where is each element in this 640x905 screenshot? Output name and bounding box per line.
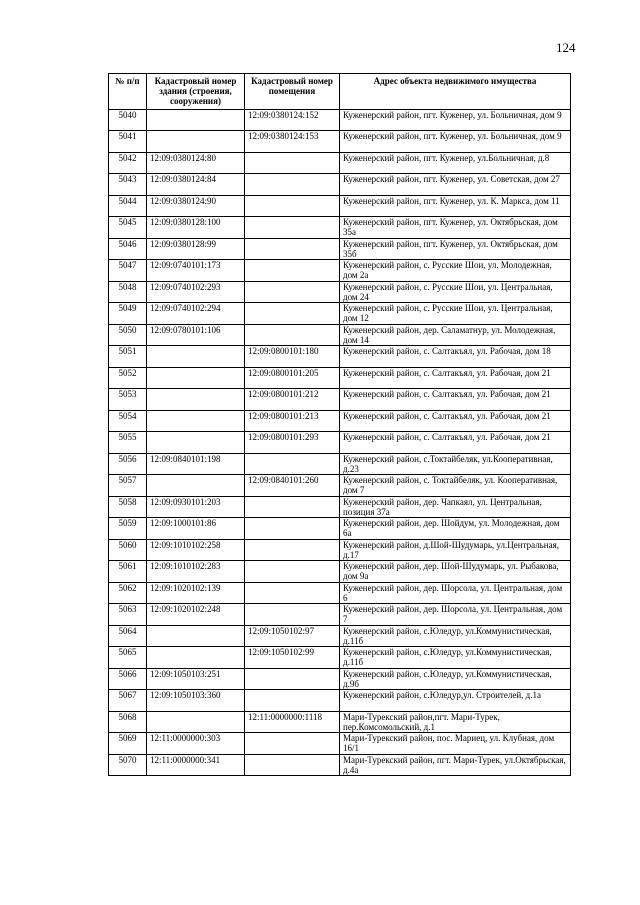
address-cell: Куженерский район, пгт. Куженер, ул. Советская, дом 27 <box>340 174 571 196</box>
room-cadastral-cell <box>245 260 340 282</box>
table-row <box>109 217 571 239</box>
building-cadastral-cell <box>147 346 245 368</box>
address-cell: Куженерский район, пгт. Куженер, ул. Октябрьская, дом 35а <box>340 217 571 239</box>
row-number-cell: 5069 <box>109 733 147 755</box>
table-row <box>109 711 571 733</box>
room-cadastral-cell <box>245 518 340 540</box>
address-cell: Куженерский район, пгт. Куженер, ул. Октябрьская, дом 35б <box>340 238 571 260</box>
room-cadastral-cell: 12:09:0380124:153 <box>245 131 340 153</box>
table-row <box>109 475 571 497</box>
table-row <box>109 582 571 604</box>
table-row <box>109 754 571 776</box>
room-cadastral-cell: 12:09:0800101:212 <box>245 389 340 411</box>
address-cell: Куженерский район, пгт. Куженер, ул. Больничная, дом 9 <box>340 131 571 153</box>
building-cadastral-cell: 12:09:1050103:360 <box>147 690 245 712</box>
row-number-cell: 5065 <box>109 647 147 669</box>
building-cadastral-cell: 12:09:1050103:251 <box>147 668 245 690</box>
room-cadastral-cell: 12:09:0800101:213 <box>245 410 340 432</box>
room-cadastral-cell <box>245 561 340 583</box>
table-row <box>109 453 571 475</box>
page-number: 124 <box>556 40 576 55</box>
room-cadastral-cell: 12:09:1050102:99 <box>245 647 340 669</box>
table-row <box>109 733 571 755</box>
row-number-cell: 5063 <box>109 604 147 626</box>
address-cell: Куженерский район, дер. Чапкаял, ул. Центральная, позиция 37а <box>340 496 571 518</box>
address-cell: Куженерский район, с. Салтакъял, ул. Рабочая, дом 21 <box>340 432 571 454</box>
table-row <box>109 109 571 131</box>
building-cadastral-cell <box>147 367 245 389</box>
address-cell: Куженерский район, с. Салтакъял, ул. Рабочая, дом 18 <box>340 346 571 368</box>
address-cell: Куженерский район, с.Юледур, ул.Коммунистическая, д.11б <box>340 625 571 647</box>
room-cadastral-cell: 12:09:0800101:205 <box>245 367 340 389</box>
address-cell: Куженерский район, дер. Шорсола, ул. Центральная, дом 7 <box>340 604 571 626</box>
building-cadastral-cell: 12:11:0000000:341 <box>147 754 245 776</box>
row-number-cell: 5070 <box>109 754 147 776</box>
row-number-cell: 5067 <box>109 690 147 712</box>
building-cadastral-cell: 12:09:1020102:248 <box>147 604 245 626</box>
building-cadastral-cell: 12:09:0930101:203 <box>147 496 245 518</box>
table-header-row <box>109 74 571 110</box>
table-row <box>109 432 571 454</box>
room-cadastral-cell <box>245 324 340 346</box>
header-num: № п/п <box>109 74 147 110</box>
header-building-cadastral: Кадастровый номер здания (строения, сооружения) <box>147 74 245 110</box>
row-number-cell: 5049 <box>109 303 147 325</box>
building-cadastral-cell <box>147 109 245 131</box>
table-row <box>109 389 571 411</box>
building-cadastral-cell: 12:09:1020102:139 <box>147 582 245 604</box>
row-number-cell: 5062 <box>109 582 147 604</box>
room-cadastral-cell <box>245 238 340 260</box>
room-cadastral-cell: 12:09:0800101:293 <box>245 432 340 454</box>
building-cadastral-cell <box>147 711 245 733</box>
room-cadastral-cell <box>245 217 340 239</box>
room-cadastral-cell <box>245 582 340 604</box>
address-cell: Куженерский район, с. Русские Шои, ул. Центральная, дом 12 <box>340 303 571 325</box>
room-cadastral-cell: 12:09:0840101:260 <box>245 475 340 497</box>
building-cadastral-cell: 12:09:1010102:258 <box>147 539 245 561</box>
table-row <box>109 625 571 647</box>
building-cadastral-cell <box>147 432 245 454</box>
building-cadastral-cell: 12:09:0380128:99 <box>147 238 245 260</box>
row-number-cell: 5068 <box>109 711 147 733</box>
room-cadastral-cell <box>245 453 340 475</box>
address-cell: Куженерский район, дер. Шой-Шудумарь, ул. Рыбакова, дом 9а <box>340 561 571 583</box>
room-cadastral-cell <box>245 496 340 518</box>
row-number-cell: 5061 <box>109 561 147 583</box>
room-cadastral-cell <box>245 174 340 196</box>
table-row <box>109 496 571 518</box>
row-number-cell: 5043 <box>109 174 147 196</box>
address-cell: Куженерский район, с. Салтакъял, ул. Рабочая, дом 21 <box>340 410 571 432</box>
address-cell: Куженерский район, дер. Шорсола, ул. Центральная, дом 6 <box>340 582 571 604</box>
room-cadastral-cell: 12:09:0380124:152 <box>245 109 340 131</box>
room-cadastral-cell <box>245 303 340 325</box>
room-cadastral-cell <box>245 195 340 217</box>
header-room-cadastral: Кадастровый номер помещения <box>245 74 340 110</box>
room-cadastral-cell <box>245 539 340 561</box>
table-row <box>109 238 571 260</box>
address-cell: Куженерский район, с. Русские Шои, ул. Молодежная, дом 2а <box>340 260 571 282</box>
address-cell: Мари-Турекский район, пгт. Мари-Турек, ул.Октябрьская, д.4а <box>340 754 571 776</box>
building-cadastral-cell: 12:09:0740102:293 <box>147 281 245 303</box>
row-number-cell: 5056 <box>109 453 147 475</box>
row-number-cell: 5060 <box>109 539 147 561</box>
table-row <box>109 647 571 669</box>
building-cadastral-cell: 12:09:0740101:173 <box>147 260 245 282</box>
building-cadastral-cell: 12:09:0380128:100 <box>147 217 245 239</box>
building-cadastral-cell: 12:09:0380124:90 <box>147 195 245 217</box>
row-number-cell: 5042 <box>109 152 147 174</box>
room-cadastral-cell <box>245 733 340 755</box>
address-cell: Мари-Турекский район, пос. Мариец, ул. Клубная, дом 16/1 <box>340 733 571 755</box>
room-cadastral-cell <box>245 690 340 712</box>
table-row <box>109 604 571 626</box>
table-row <box>109 324 571 346</box>
row-number-cell: 5052 <box>109 367 147 389</box>
table-row <box>109 668 571 690</box>
address-cell: Куженерский район, дер. Саламатнур, ул. Молодежная, дом 14 <box>340 324 571 346</box>
building-cadastral-cell <box>147 131 245 153</box>
room-cadastral-cell <box>245 668 340 690</box>
address-cell: Куженерский район, дер. Шойдум, ул. Молодежная, дом 6а <box>340 518 571 540</box>
building-cadastral-cell: 12:09:1000101:86 <box>147 518 245 540</box>
table-row <box>109 174 571 196</box>
table-row <box>109 195 571 217</box>
address-cell: Куженерский район, с.Юледур, ул.Коммунистическая, д.9б <box>340 668 571 690</box>
table-row <box>109 131 571 153</box>
building-cadastral-cell <box>147 410 245 432</box>
room-cadastral-cell <box>245 754 340 776</box>
row-number-cell: 5047 <box>109 260 147 282</box>
row-number-cell: 5050 <box>109 324 147 346</box>
row-number-cell: 5057 <box>109 475 147 497</box>
row-number-cell: 5046 <box>109 238 147 260</box>
building-cadastral-cell: 12:11:0000000:303 <box>147 733 245 755</box>
building-cadastral-cell <box>147 647 245 669</box>
table-row <box>109 539 571 561</box>
row-number-cell: 5044 <box>109 195 147 217</box>
building-cadastral-cell: 12:09:0840101:198 <box>147 453 245 475</box>
table-row <box>109 152 571 174</box>
table-row <box>109 410 571 432</box>
building-cadastral-cell <box>147 475 245 497</box>
row-number-cell: 5064 <box>109 625 147 647</box>
address-cell: Куженерский район, с. Салтакъял, ул. Рабочая, дом 21 <box>340 389 571 411</box>
table-row <box>109 260 571 282</box>
building-cadastral-cell: 12:09:0380124:84 <box>147 174 245 196</box>
row-number-cell: 5058 <box>109 496 147 518</box>
room-cadastral-cell <box>245 604 340 626</box>
header-address: Адрес объекта недвижимого имущества <box>340 74 571 110</box>
address-cell: Куженерский район, с.Юледур,ул. Строителей, д.1а <box>340 690 571 712</box>
row-number-cell: 5066 <box>109 668 147 690</box>
room-cadastral-cell: 12:11:0000000:1118 <box>245 711 340 733</box>
room-cadastral-cell <box>245 152 340 174</box>
building-cadastral-cell <box>147 389 245 411</box>
property-registry-table <box>108 73 571 776</box>
building-cadastral-cell <box>147 625 245 647</box>
address-cell: Куженерский район, пгт. Куженер, ул. Больничная, дом 9 <box>340 109 571 131</box>
row-number-cell: 5048 <box>109 281 147 303</box>
building-cadastral-cell: 12:09:0380124:80 <box>147 152 245 174</box>
room-cadastral-cell: 12:09:1050102:97 <box>245 625 340 647</box>
table-row <box>109 690 571 712</box>
building-cadastral-cell: 12:09:0740102:294 <box>147 303 245 325</box>
address-cell: Куженерский район, пгт. Куженер, ул.Больничная, д.8 <box>340 152 571 174</box>
row-number-cell: 5054 <box>109 410 147 432</box>
address-cell: Куженерский район, с. Токтайбеляк, ул. Кооперативная, дом 7 <box>340 475 571 497</box>
row-number-cell: 5041 <box>109 131 147 153</box>
row-number-cell: 5055 <box>109 432 147 454</box>
row-number-cell: 5045 <box>109 217 147 239</box>
address-cell: Мари-Турекский район,пгт. Мари-Турек, пер.Комсомольский, д.1 <box>340 711 571 733</box>
table-body <box>109 109 571 776</box>
address-cell: Куженерский район, с. Русские Шои, ул. Центральная, дом 24 <box>340 281 571 303</box>
address-cell: Куженерский район, с.Токтайбеляк, ул.Кооперативная, д.23 <box>340 453 571 475</box>
table-row <box>109 303 571 325</box>
row-number-cell: 5059 <box>109 518 147 540</box>
address-cell: Куженерский район, пгт. Куженер, ул. К. Маркса, дом 11 <box>340 195 571 217</box>
row-number-cell: 5053 <box>109 389 147 411</box>
address-cell: Куженерский район, д.Шой-Шудумарь, ул.Центральная, д.17 <box>340 539 571 561</box>
room-cadastral-cell <box>245 281 340 303</box>
row-number-cell: 5040 <box>109 109 147 131</box>
table-row <box>109 518 571 540</box>
room-cadastral-cell: 12:09:0800101:180 <box>245 346 340 368</box>
table-row <box>109 561 571 583</box>
address-cell: Куженерский район, с.Юледур, ул.Коммунистическая, д.11б <box>340 647 571 669</box>
building-cadastral-cell: 12:09:1010102:283 <box>147 561 245 583</box>
row-number-cell: 5051 <box>109 346 147 368</box>
building-cadastral-cell: 12:09:0780101:106 <box>147 324 245 346</box>
table-row <box>109 346 571 368</box>
table-row <box>109 281 571 303</box>
table-row <box>109 367 571 389</box>
address-cell: Куженерский район, с. Салтакъял, ул. Рабочая, дом 21 <box>340 367 571 389</box>
